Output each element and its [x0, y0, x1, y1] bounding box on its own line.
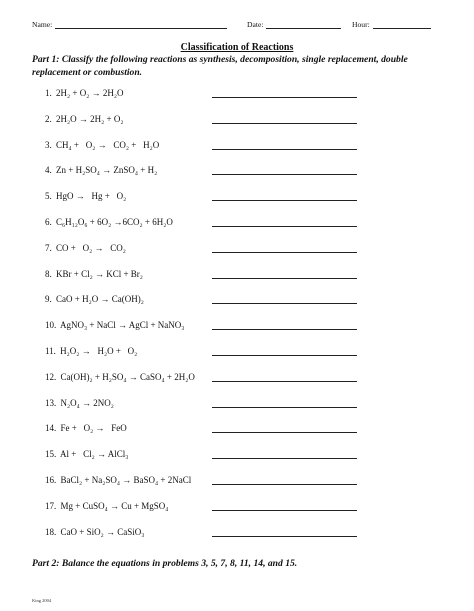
date-label: Date:: [247, 20, 264, 29]
question-item: [45, 398, 114, 408]
answer-blank[interactable]: [212, 252, 357, 253]
question-equation: 2H₂O → 2H₂ + O₂: [56, 113, 124, 124]
hour-label: Hour:: [352, 20, 370, 29]
question-item: [45, 294, 144, 304]
name-label: Name:: [32, 20, 53, 29]
answer-blank[interactable]: [212, 97, 357, 98]
question-equation: Mg + CuSO₄ → Cu + MgSO₄: [60, 500, 169, 511]
answer-blank[interactable]: [212, 174, 357, 175]
answer-blank[interactable]: [212, 278, 357, 279]
question-equation: H₂O₂ → H₂O + O₂: [60, 346, 138, 356]
question-equation: 2H₂ + O₂ → 2H₂O: [56, 88, 124, 98]
question-equation: Fe + O₂ → FeO: [60, 423, 127, 434]
question-equation: KBr + Cl₂ → KCl + Br₂: [56, 268, 143, 279]
question-equation: Al + Cl₂ → AlCl₃: [60, 449, 129, 460]
question-number: 18.: [45, 526, 57, 537]
question-item: [45, 88, 124, 98]
question-number: 13.: [45, 397, 57, 408]
answer-blank[interactable]: [212, 329, 357, 330]
question-item: [45, 423, 127, 433]
question-number: 8.: [45, 268, 52, 279]
question-equation: C₆H₁₂O₆ + 6O₂ →6CO₂ + 6H₂O: [56, 217, 173, 227]
question-item: [45, 346, 137, 356]
question-item: [45, 449, 128, 459]
question-number: 4.: [45, 165, 52, 176]
page-title: Classification of Reactions: [180, 42, 294, 53]
question-item: [45, 320, 184, 330]
date-blank[interactable]: [266, 20, 341, 29]
answer-blank[interactable]: [212, 355, 357, 356]
question-number: 6.: [45, 217, 52, 227]
question-equation: CO + O₂ → CO₂: [56, 242, 126, 253]
hour-blank[interactable]: [373, 20, 431, 29]
question-number: 16.: [45, 475, 57, 485]
question-equation: Zn + H₂SO₄ → ZnSO₄ + H₂: [56, 165, 158, 176]
question-number: 7.: [45, 242, 52, 253]
name-blank[interactable]: [55, 20, 227, 29]
question-item: [45, 114, 124, 124]
question-number: 15.: [45, 449, 57, 460]
answer-blank[interactable]: [212, 149, 357, 150]
date-field: [247, 20, 341, 29]
question-equation: BaCl₂ + Na₂SO₄ → BaSO₄ + 2NaCl: [60, 475, 192, 485]
answer-blank[interactable]: [212, 200, 357, 201]
question-equation: CH₄ + O₂ → CO₂ + H₂O: [56, 139, 160, 150]
question-item: [45, 501, 168, 511]
question-item: [45, 475, 191, 485]
answer-blank[interactable]: [212, 303, 357, 304]
answer-blank[interactable]: [212, 458, 357, 459]
answer-blank[interactable]: [212, 510, 357, 511]
question-number: 9.: [45, 294, 52, 305]
question-number: 2.: [45, 113, 52, 124]
answer-blank[interactable]: [212, 407, 357, 408]
question-item: [45, 140, 159, 150]
answer-blank[interactable]: [212, 381, 357, 382]
answer-blank[interactable]: [212, 123, 357, 124]
question-equation: CaO + SiO₂ → CaSiO₃: [60, 526, 145, 537]
question-item: [45, 165, 157, 175]
answer-blank[interactable]: [212, 226, 357, 227]
question-number: 3.: [45, 139, 52, 150]
name-field: [32, 20, 227, 29]
question-item: [45, 191, 126, 201]
question-number: 17.: [45, 500, 57, 511]
question-item: [45, 527, 144, 537]
part2-instructions: Part 2: Balance the equations in problems 3, 5, 7, 8, 11, 14, and 15.: [32, 558, 298, 569]
question-equation: N₂O₄ → 2NO₂: [60, 397, 114, 408]
question-number: 12.: [45, 371, 57, 382]
question-number: 11.: [45, 346, 56, 356]
question-number: 10.: [45, 320, 57, 331]
question-number: 5.: [45, 191, 52, 202]
footer-credit: King 2004: [32, 598, 52, 603]
part1-instructions: Part 1: Classify the following reactions as synthesis, decomposition, single replacement, double replacement or combustion.: [32, 54, 408, 78]
question-equation: CaO + H₂O → Ca(OH)₂: [56, 294, 144, 305]
question-item: [45, 269, 143, 279]
question-item: [45, 243, 126, 253]
question-item: [45, 372, 195, 382]
answer-blank[interactable]: [212, 432, 357, 433]
answer-blank[interactable]: [212, 484, 357, 485]
question-equation: AgNO₃ + NaCl → AgCl + NaNO₃: [60, 320, 185, 331]
question-item: [45, 217, 173, 227]
question-equation: Ca(OH)₂ + H₂SO₄ → CaSO₄ + 2H₂O: [60, 371, 195, 382]
question-number: 1.: [45, 88, 52, 98]
hour-field: [352, 20, 431, 29]
question-number: 14.: [45, 423, 57, 434]
answer-blank[interactable]: [212, 536, 357, 537]
question-equation: HgO → Hg + O₂: [56, 191, 127, 202]
